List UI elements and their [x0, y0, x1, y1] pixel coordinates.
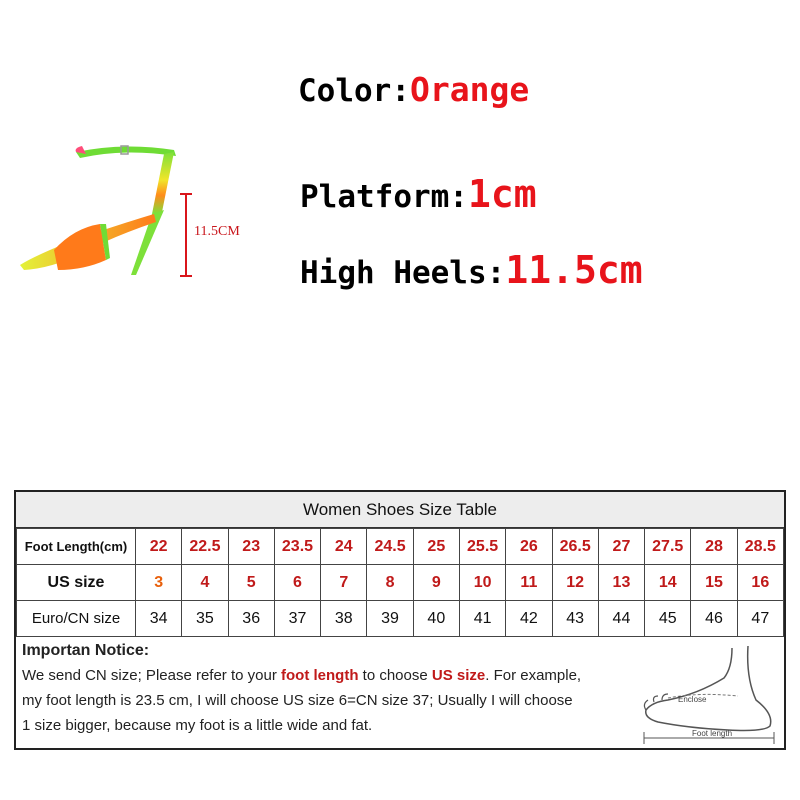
- heels-value: 11.5cm: [505, 248, 643, 292]
- table-cell: 23.5: [274, 529, 320, 565]
- foot-length-label: Foot length: [692, 729, 733, 738]
- table-title: Women Shoes Size Table: [16, 492, 784, 528]
- table-cell: 37: [274, 601, 320, 637]
- table-cell: 7: [321, 565, 367, 601]
- table-cell: 26: [506, 529, 552, 565]
- table-cell: 4: [182, 565, 228, 601]
- row-header: US size: [17, 565, 136, 601]
- notice-line-3: 1 size bigger, because my foot is a little wide and fat.: [22, 717, 373, 734]
- size-grid: [16, 528, 784, 637]
- row-header: Foot Length(cm): [17, 529, 136, 565]
- notice-text-part: . For example,: [485, 667, 582, 684]
- table-cell: 42: [506, 601, 552, 637]
- color-value: Orange: [409, 70, 530, 109]
- table-cell: 9: [413, 565, 459, 601]
- foot-diagram: [628, 638, 788, 748]
- table-cell: 27: [598, 529, 644, 565]
- foot-length-keyword: foot length: [281, 667, 359, 684]
- table-cell: 22: [136, 529, 182, 565]
- table-cell: 36: [228, 601, 274, 637]
- heels-label: High Heels:: [300, 255, 506, 291]
- table-cell: 28.5: [737, 529, 783, 565]
- table-cell: 43: [552, 601, 598, 637]
- notice-line-2: my foot length is 23.5 cm, I will choose US size 6=CN size 37; Usually I will choose: [22, 692, 573, 709]
- table-cell: 11: [506, 565, 552, 601]
- table-cell: 39: [367, 601, 413, 637]
- table-cell: 46: [691, 601, 737, 637]
- notice-title-b: Notice:: [90, 642, 150, 659]
- platform-spec: [300, 172, 537, 216]
- enclose-label: Enclose: [678, 695, 707, 704]
- color-spec: [298, 70, 529, 109]
- table-row: [17, 601, 784, 637]
- table-cell: 22.5: [182, 529, 228, 565]
- foot-outline-icon: [628, 638, 788, 748]
- table-cell: 44: [598, 601, 644, 637]
- table-row: [17, 529, 784, 565]
- table-cell: 38: [321, 601, 367, 637]
- table-row: [17, 565, 784, 601]
- table-cell: 25.5: [459, 529, 505, 565]
- platform-value: 1cm: [467, 172, 537, 216]
- table-cell: 8: [367, 565, 413, 601]
- table-cell: 45: [645, 601, 691, 637]
- us-size-keyword: US size: [431, 667, 486, 684]
- table-cell: 23: [228, 529, 274, 565]
- table-cell: 14: [645, 565, 691, 601]
- notice-text-part: to choose: [358, 667, 432, 684]
- size-table: [14, 490, 786, 750]
- table-cell: 40: [413, 601, 459, 637]
- table-cell: 28: [691, 529, 737, 565]
- sandal-icon: [14, 140, 214, 290]
- notice-title-a: Importan: [22, 642, 91, 659]
- table-cell: 26.5: [552, 529, 598, 565]
- platform-label: Platform:: [300, 179, 468, 215]
- notice-line-1: [22, 663, 632, 688]
- color-label: Color:: [298, 73, 410, 109]
- row-header: Euro/CN size: [17, 601, 136, 637]
- table-cell: 15: [691, 565, 737, 601]
- table-cell: 13: [598, 565, 644, 601]
- notice-title: [22, 638, 632, 663]
- table-cell: 34: [136, 601, 182, 637]
- table-cell: 16: [737, 565, 783, 601]
- table-cell: 24: [321, 529, 367, 565]
- notice-text-part: We send CN size; Please refer to your: [22, 667, 281, 684]
- table-cell: 24.5: [367, 529, 413, 565]
- table-cell: 5: [228, 565, 274, 601]
- table-cell: 12: [552, 565, 598, 601]
- table-cell: 3: [136, 565, 182, 601]
- notice-text: [22, 638, 632, 738]
- table-cell: 27.5: [645, 529, 691, 565]
- table-cell: 35: [182, 601, 228, 637]
- heels-spec: [300, 248, 643, 292]
- table-cell: 41: [459, 601, 505, 637]
- table-cell: 25: [413, 529, 459, 565]
- heel-height-label: 11.5CM: [194, 224, 240, 239]
- table-cell: 6: [274, 565, 320, 601]
- table-cell: 10: [459, 565, 505, 601]
- sandal-image: [14, 140, 214, 290]
- table-cell: 47: [737, 601, 783, 637]
